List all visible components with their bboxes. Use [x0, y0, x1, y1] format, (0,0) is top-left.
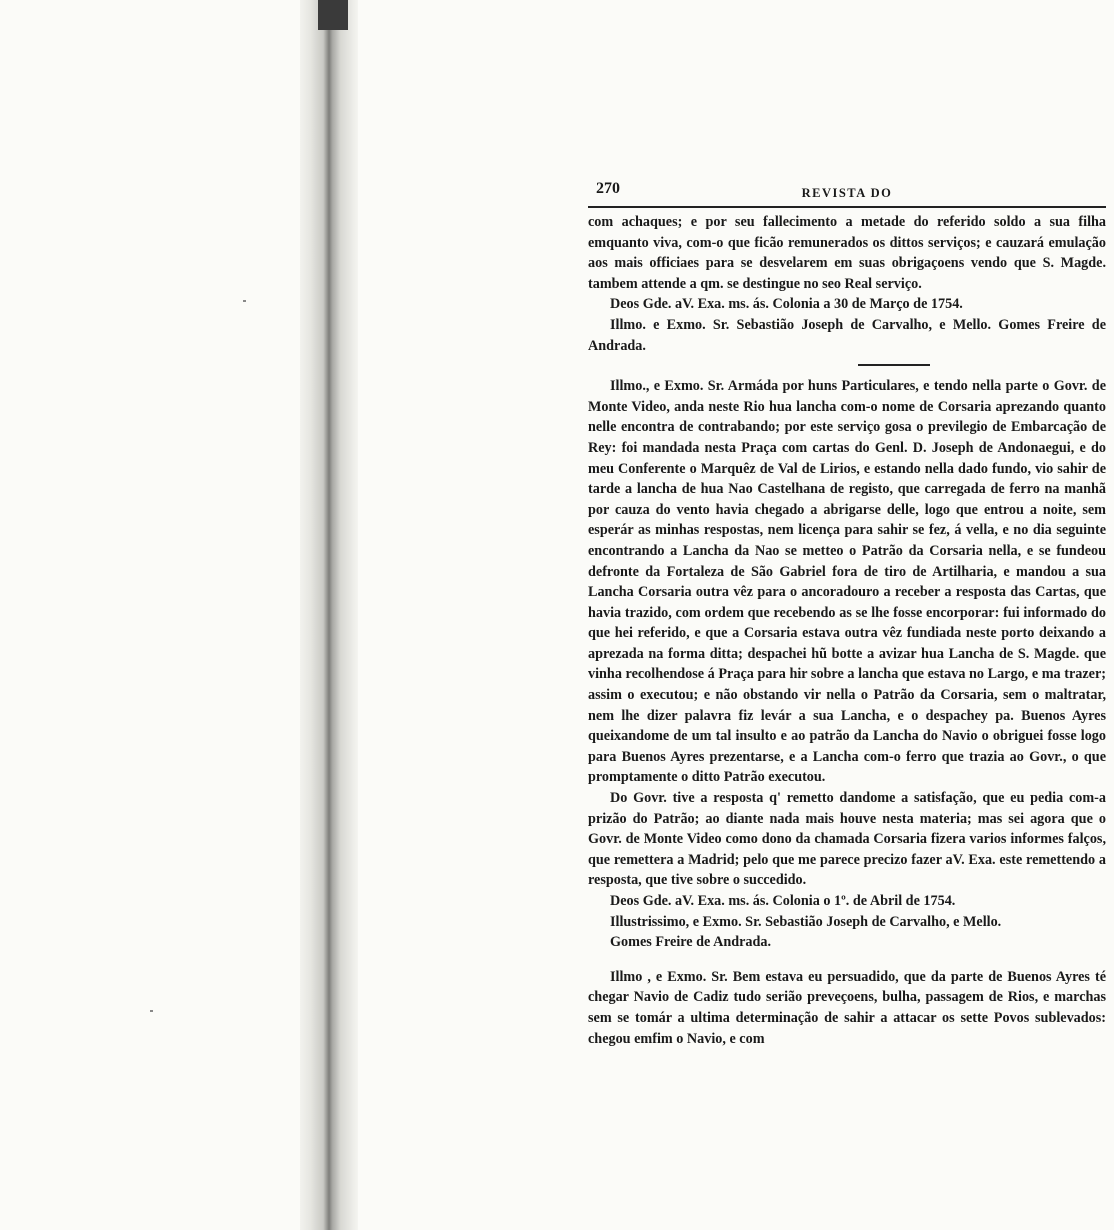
- binding-mark: [318, 0, 348, 30]
- paragraph-closing-letter-1: com achaques; e por seu fallecimento a metade do referido soldo a sua filha emquanto viva, com-o que ficão remunerados os dittos serviços; e cauzará emulação aos mais officiaes para se desvelarem em suas obrigaçoens vendo que S. Magde. tambem attende a qm. se destingue no seo Real serviço.: [588, 214, 1106, 292]
- page-header: [588, 178, 1106, 208]
- dust-speck: [150, 1010, 153, 1012]
- paragraph-letter-2: Illmo., e Exmo. Sr. Armáda por huns Particulares, e tendo nella parte o Govr. de Monte Video, anda neste Rio hua lancha com-o nome de Corsaria aprezando quanto nelle encontra de contrabando; por este serviço gosa o previlegio de Embarcação de Rey: foi mandada nesta Praça com cartas do Genl. D. Joseph de Andonaegui, e do meu Conferente o Marquêz de Val de Lirios, e estando nella dado fundo, vio sahir de tarde a lancha de hua Nao Castelhana de registo, que carregada de ferro na manhã por cauza do vento havia chegado a abrigarse delle, logo que entrou a noite, sem esperár as minhas respostas, nem licença para sahir se fez, á vella, e no dia seguinte encontrando a Lancha da Nao se metteo o Patrão da Corsaria nella, e se fundeou defronte da Fortaleza de São Gabriel fora de tiro de Artilharia, e mandou a sua Lancha Corsaria outra vêz para o ancoradouro a receber a resposta das Cartas, que havia trazido, com ordem que recebendo as se lhe fosse encorporar: fui informado do que hei referido, e que a Corsaria estava outra vêz fundiada neste porto deixando a aprezada na forma ditta; despachei hũ botte a avizar hua Lancha de S. Magde. que vinha recolhendose á Praça para hir sobre a lancha que estava no Largo, e ma trazer; assim o executou; e não obstando vir nella o Patrão da Corsaria, sem o maltratar, nem lhe dizer palavra fiz levár a sua Lancha, e o despachey pa. Buenos Ayres queixandome de um tal insulto e ao patrão da Lancha do Navio o obriguei fosse logo para Buenos Ayres prezentarse, e a Lancha com-o ferro que trazia ao Govr., o que promptamente o ditto Patrão executou.: [588, 378, 1106, 786]
- page-text: [588, 212, 1106, 1049]
- paragraph-letter-3: Illmo , e Exmo. Sr. Bem estava eu persuadido, que da parte de Buenos Ayres té chegar Navio de Cadiz tudo serião preveçoens, bulha, passagem de Rios, e marchas sem se tomár a ultima determinação de sahir a attacar os sette Povos sublevados: chegou emfim o Navio, e com: [588, 968, 1106, 1047]
- section-divider: [858, 364, 930, 366]
- book-page: [588, 178, 1106, 1049]
- dateline-2: Deos Gde. aV. Exa. ms. ás. Colonia o 1º. de Abril de 1754.: [610, 893, 956, 909]
- dust-speck: [243, 300, 246, 302]
- book-gutter-shadow: [300, 0, 358, 1230]
- signature-2: Gomes Freire de Andrada.: [610, 934, 772, 951]
- running-title: REVISTA DO: [801, 186, 893, 200]
- addressee-signature-1: Illmo. e Exmo. Sr. Sebastião Joseph de Carvalho, e Mello. Gomes Freire de Andrada.: [588, 316, 1106, 354]
- dateline-1: Deos Gde. aV. Exa. ms. ás. Colonia a 30 de Março de 1754.: [610, 296, 963, 313]
- paragraph-letter-2-cont: Do Govr. tive a resposta q' remetto dandome a satisfação, que eu pedia com-a prizão do Patrão; ao diante nada mais houve nesta materia; mas sei agora que o Govr. de Monte Video como dono da chamada Corsaria fizera varios informes falços, que remettera a Madrid; pelo que me parece precizo fazer aV. Exa. este remettendo a resposta, que tive sobre o succedido.: [588, 790, 1106, 889]
- page-number: 270: [596, 180, 620, 197]
- addressee-2: Illustrissimo, e Exmo. Sr. Sebastião Joseph de Carvalho, e Mello.: [610, 913, 1002, 930]
